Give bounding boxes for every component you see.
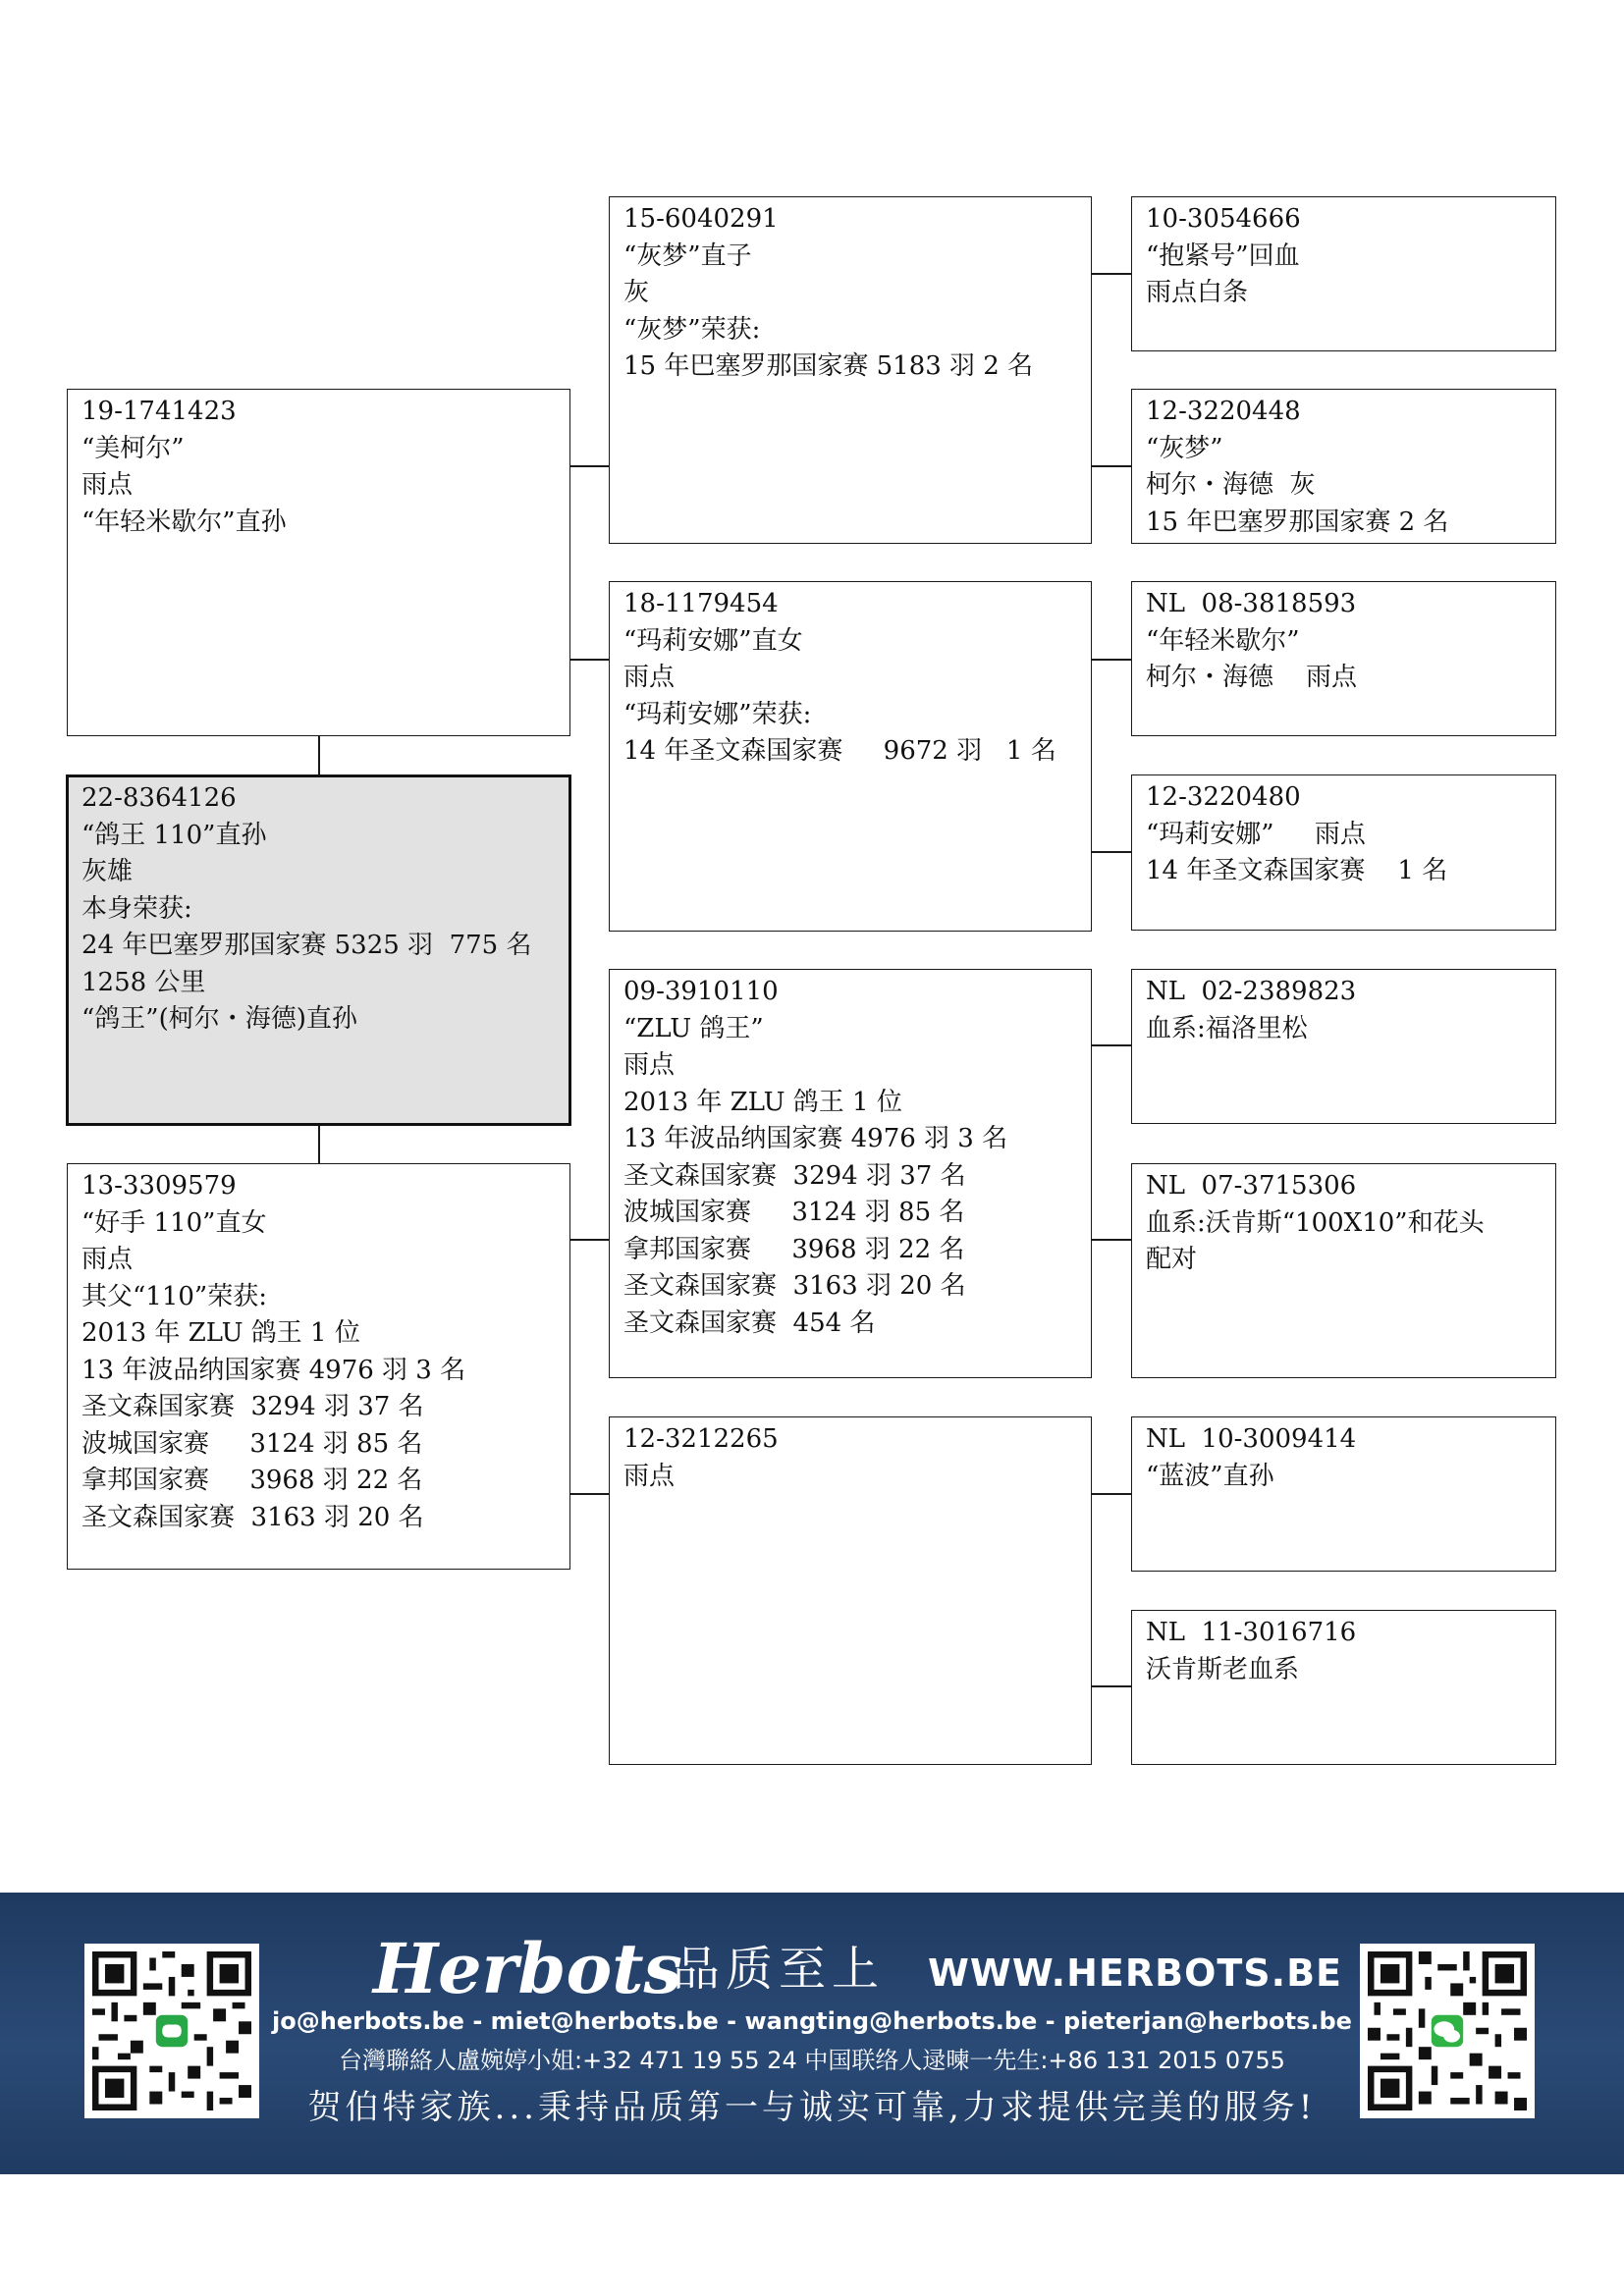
card-line: 柯尔・海德 雨点 bbox=[1146, 663, 1358, 692]
card-line: NL 07-3715306 bbox=[1146, 1171, 1357, 1201]
card-line: NL 10-3009414 bbox=[1146, 1424, 1357, 1454]
card-line: “ZLU 鸽王” bbox=[623, 1013, 764, 1043]
card-line: 其父“110”荣获: bbox=[81, 1281, 267, 1311]
card-line: 圣文森国家赛 3294 羽 37 名 bbox=[81, 1392, 424, 1421]
connector bbox=[569, 1239, 609, 1241]
card-line: 09-3910110 bbox=[623, 977, 779, 1006]
card-line: 柯尔・海德 灰 bbox=[1146, 470, 1316, 500]
family-motto: 贺伯特家族...秉持品质第一与诚实可靠,力求提供完美的服务! bbox=[307, 2088, 1317, 2127]
card-line: 15 年巴塞罗那国家赛 5183 羽 2 名 bbox=[623, 351, 1034, 381]
card-line: 圣文森国家赛 3163 羽 20 名 bbox=[623, 1271, 966, 1301]
brand-slogan: 品质至上 bbox=[673, 1942, 886, 1997]
card-line: 圣文森国家赛 3294 羽 37 名 bbox=[623, 1160, 966, 1191]
card-line: 14 年圣文森国家赛 1 名 bbox=[1146, 856, 1448, 885]
connector bbox=[569, 1493, 609, 1495]
connector bbox=[1090, 1493, 1131, 1495]
card-line: 12-3212265 bbox=[623, 1424, 779, 1454]
card-line: 雨点白条 bbox=[1146, 278, 1249, 307]
card-line: 沃肯斯老血系 bbox=[1146, 1654, 1300, 1684]
qr-code-icon bbox=[1368, 1951, 1527, 2110]
herbots-logo: Herbots bbox=[373, 1928, 682, 2009]
card-line: 波城国家赛 3124 羽 85 名 bbox=[623, 1198, 965, 1227]
connector bbox=[1090, 659, 1131, 661]
connector bbox=[1090, 1239, 1131, 1241]
card-line: 12-3220480 bbox=[1146, 782, 1301, 812]
connector bbox=[1090, 1044, 1131, 1046]
card-line: 2013 年 ZLU 鸽王 1 位 bbox=[623, 1087, 902, 1117]
card-line: 血系:沃肯斯“100X10”和花头 bbox=[1146, 1207, 1485, 1238]
card-line: “灰梦” bbox=[1146, 433, 1223, 463]
website-link[interactable]: WWW.HERBOTS.BE bbox=[928, 1951, 1343, 1995]
card-line: 灰雄 bbox=[81, 857, 134, 886]
card-line: 18-1179454 bbox=[623, 589, 779, 618]
card-line: 12-3220448 bbox=[1146, 397, 1301, 426]
card-line: 10-3054666 bbox=[1146, 204, 1301, 234]
card-line: 13 年波品纳国家赛 4976 羽 3 名 bbox=[623, 1124, 1008, 1153]
card-line: 15 年巴塞罗那国家赛 2 名 bbox=[1146, 507, 1449, 537]
footer-banner bbox=[0, 1893, 1624, 2174]
card-line: 雨点 bbox=[623, 1050, 676, 1080]
card-line: 配对 bbox=[1146, 1245, 1198, 1274]
card-line: 血系:福洛里松 bbox=[1146, 1013, 1308, 1043]
sire-dam-card bbox=[609, 581, 1092, 932]
card-line: 波城国家赛 3124 羽 85 名 bbox=[81, 1428, 423, 1459]
card-line: 14 年圣文森国家赛 9672 羽 1 名 bbox=[623, 736, 1056, 766]
connector bbox=[1090, 465, 1131, 467]
dam-dam-sire-card bbox=[1131, 1416, 1556, 1572]
card-line: 拿邦国家赛 3968 羽 22 名 bbox=[81, 1466, 423, 1495]
card-line: “鸽王”(柯尔・海德)直孙 bbox=[81, 1004, 357, 1034]
connector bbox=[569, 659, 609, 661]
card-line: NL 02-2389823 bbox=[1146, 977, 1357, 1006]
dam-sire-card bbox=[609, 969, 1092, 1378]
card-line: 雨点 bbox=[623, 663, 676, 692]
dam-card bbox=[67, 1163, 570, 1570]
connector bbox=[1090, 851, 1131, 853]
card-line: 圣文森国家赛 3163 羽 20 名 bbox=[81, 1502, 424, 1532]
card-line: “好手 110”直女 bbox=[81, 1207, 267, 1238]
connector bbox=[318, 734, 320, 777]
card-line: NL 08-3818593 bbox=[1146, 589, 1357, 618]
card-line: 本身荣获: bbox=[81, 893, 192, 924]
card-line: 13 年波品纳国家赛 4976 羽 3 名 bbox=[81, 1355, 466, 1385]
sire-card bbox=[67, 389, 570, 736]
dam-sire-sire-card bbox=[1131, 969, 1556, 1124]
sire-sire-card bbox=[609, 196, 1092, 544]
subject-card bbox=[66, 774, 571, 1126]
brand-row bbox=[373, 1928, 1343, 2009]
sire-sire-sire-card bbox=[1131, 196, 1556, 351]
card-line: “鸽王 110”直孙 bbox=[81, 820, 267, 850]
card-line: 22-8364126 bbox=[81, 783, 237, 813]
card-line: “抱紧号”回血 bbox=[1146, 240, 1300, 271]
sire-dam-sire-card bbox=[1131, 581, 1556, 736]
connector bbox=[1090, 273, 1131, 275]
card-line: 15-6040291 bbox=[623, 204, 779, 234]
connector bbox=[318, 1124, 320, 1165]
card-line: “年轻米歇尔” bbox=[1146, 625, 1300, 656]
card-line: “蓝波”直孙 bbox=[1146, 1461, 1274, 1491]
card-line: 2013 年 ZLU 鸽王 1 位 bbox=[81, 1318, 360, 1348]
card-line: 1258 公里 bbox=[81, 967, 206, 997]
card-line: “年轻米歇尔”直孙 bbox=[81, 507, 287, 537]
card-line: 19-1741423 bbox=[81, 397, 237, 426]
card-line: “美柯尔” bbox=[81, 433, 185, 463]
card-line: 灰 bbox=[623, 278, 650, 307]
card-line: “玛莉安娜” 雨点 bbox=[1146, 819, 1366, 849]
wechat-qr-code bbox=[1360, 1944, 1535, 2118]
dam-sire-dam-card bbox=[1131, 1163, 1556, 1378]
connector bbox=[1090, 1685, 1131, 1687]
dam-dam-dam-card bbox=[1131, 1610, 1556, 1765]
card-line: “玛莉安娜”直女 bbox=[623, 625, 803, 656]
card-line: 拿邦国家赛 3968 羽 22 名 bbox=[623, 1234, 965, 1264]
card-line: “灰梦”荣获: bbox=[623, 314, 761, 345]
card-line: 雨点 bbox=[81, 1245, 134, 1274]
card-line: 圣文森国家赛 454 名 bbox=[623, 1308, 876, 1338]
sire-sire-dam-card bbox=[1131, 389, 1556, 544]
card-line: “灰梦”直子 bbox=[623, 240, 752, 271]
card-line: 13-3309579 bbox=[81, 1171, 237, 1201]
connector bbox=[569, 465, 609, 467]
contact-persons: 台灣聯絡人盧婉婷小姐:+32 471 19 55 24 中国联络人逯暕一先生:+86 131 2015 0755 bbox=[339, 2047, 1285, 2074]
card-line: 雨点 bbox=[623, 1461, 676, 1491]
card-line: 雨点 bbox=[81, 470, 134, 500]
card-line: 24 年巴塞罗那国家赛 5325 羽 775 名 bbox=[81, 931, 532, 960]
dam-dam-card bbox=[609, 1416, 1092, 1765]
email-list[interactable]: jo@herbots.be - miet@herbots.be - wangting@herbots.be - pieterjan@herbots.be bbox=[272, 2007, 1352, 2035]
card-line: “玛莉安娜”荣获: bbox=[623, 699, 812, 729]
card-line: NL 11-3016716 bbox=[1146, 1618, 1357, 1647]
sire-dam-dam-card bbox=[1131, 774, 1556, 931]
